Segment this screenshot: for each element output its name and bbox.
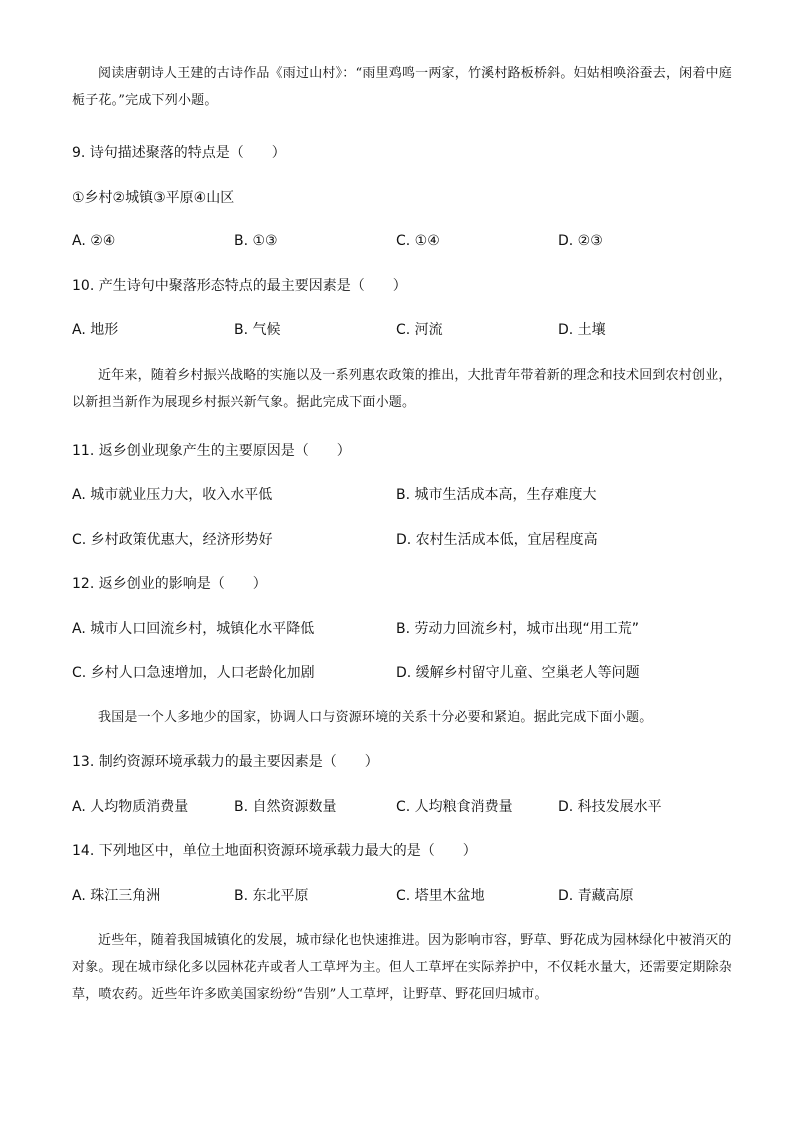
question-12-options-row2 [72,663,732,683]
document-page [72,0,732,1123]
question-14-option-a[interactable]: A. 珠江三角洲 [72,888,161,904]
question-13-option-b[interactable]: B. 自然资源数量 [234,799,337,815]
question-14-option-c[interactable]: C. 塔里木盆地 [396,888,485,904]
question-12-option-c[interactable]: C. 乡村人口急速增加，人口老龄化加剧 [72,665,315,681]
question-9-options [72,231,732,251]
question-9-option-b[interactable]: B. ①③ [234,233,278,249]
question-9-option-c[interactable]: C. ①④ [396,233,440,249]
question-12-option-d[interactable]: D. 缓解乡村留守儿童、空巢老人等问题 [396,665,640,681]
passage-rural-revitalization: 近年来，随着乡村振兴战略的实施以及一系列惠农政策的推出，大批青年带着新的理念和技术回到农村创业，以新担当新作为展现乡村振兴新气象。据此完成下面小题。 [72,368,732,410]
question-14-option-d[interactable]: D. 青藏高原 [558,888,634,904]
question-10-title: 10. 产生诗句中聚落形态特点的最主要因素是（ ） [72,278,407,294]
question-13-option-a[interactable]: A. 人均物质消费量 [72,799,189,815]
question-13-title: 13. 制约资源环境承载力的最主要因素是（ ） [72,754,379,770]
question-11-option-b[interactable]: B. 城市生活成本高，生存难度大 [396,487,597,503]
question-11-option-c[interactable]: C. 乡村政策优惠大，经济形势好 [72,532,273,548]
question-14-option-b[interactable]: B. 东北平原 [234,888,309,904]
question-10-option-b[interactable]: B. 气候 [234,322,281,338]
question-13-option-d[interactable]: D. 科技发展水平 [558,799,662,815]
question-11-options-row2 [72,530,732,550]
passage-urban-greening: 近些年，随着我国城镇化的发展，城市绿化也快速推进。因为影响市容，野草、野花成为园林绿化中被消灭的对象。现在城市绿化多以园林花卉或者人工草坪为主。但人工草坪在实际养护中，不仅耗水量大，还需要定期除杂草，喷农药。近些年许多欧美国家纷纷“告别”人工草坪，让野草、野花回归城市。 [72,933,733,1002]
question-12-options-row1 [72,619,732,639]
question-10-option-a[interactable]: A. 地形 [72,322,119,338]
question-10-option-c[interactable]: C. 河流 [396,322,443,338]
question-9-title: 9. 诗句描述聚落的特点是（ ） [72,145,286,161]
question-9-option-a[interactable]: A. ②④ [72,233,116,249]
question-10-option-d[interactable]: D. 土壤 [558,322,606,338]
question-14-title: 14. 下列地区中，单位土地面积资源环境承载力最大的是（ ） [72,843,477,859]
question-9-stem-items: ①乡村②城镇③平原④山区 [72,190,235,206]
passage-poem-intro: 阅读唐朝诗人王建的古诗作品《雨过山村》：“雨里鸡鸣一两家，竹溪村路板桥斜。妇姑相唤浴蚕去，闲着中庭栀子花。”完成下列小题。 [72,66,732,108]
question-11-option-a[interactable]: A. 城市就业压力大，收入水平低 [72,487,273,503]
question-12-option-b[interactable]: B. 劳动力回流乡村，城市出现“用工荒” [396,621,640,637]
question-10-options [72,320,732,340]
question-13-option-c[interactable]: C. 人均粮食消费量 [396,799,513,815]
question-11-title: 11. 返乡创业现象产生的主要原因是（ ） [72,443,351,459]
question-13-options [72,797,732,817]
question-14-options [72,886,732,906]
question-12-option-a[interactable]: A. 城市人口回流乡村，城镇化水平降低 [72,621,315,637]
question-11-option-d[interactable]: D. 农村生活成本低，宜居程度高 [396,532,598,548]
question-11-options-row1 [72,485,732,505]
question-9-option-d[interactable]: D. ②③ [558,233,603,249]
passage-population-resources: 我国是一个人多地少的国家，协调人口与资源环境的关系十分必要和紧迫。据此完成下面小题。 [98,710,653,725]
question-12-title: 12. 返乡创业的影响是（ ） [72,576,267,592]
